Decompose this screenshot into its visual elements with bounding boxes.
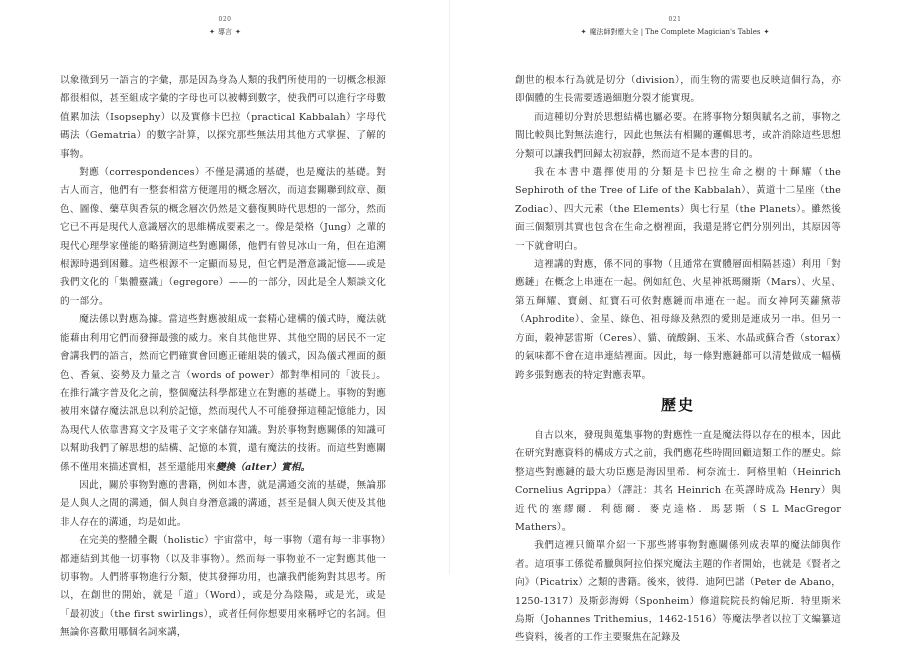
star-icon: ✦ <box>763 28 770 36</box>
right-body-text <box>515 72 841 648</box>
paragraph: 因此，關於事物對應的書籍，例如本書，就是溝通交流的基礎，無論那是人與人之間的溝通，個人與自身潛意識的溝通，甚至是個人與天使及其他非人存在的溝通，均是如此。 <box>60 479 386 528</box>
paragraph <box>60 311 386 477</box>
section-title: 歷史 <box>660 395 695 414</box>
paragraph: 在完美的整體全觀（holistic）宇宙當中，每一事物（還有每一非事物）都連結到其他一切事物（以及非事物）。然而每一事物並不一定對應其他一切事物。人們將事物進行分類，使其發揮功用，也讓我們能夠對其思考。所以，在創世的開始，就是「道」（Word），或是分為陰陽，或是光，或是「最初波」（the first swirlings），或者任何你想要用來稱呼它的名詞。但無論你喜歡用哪個名詞來講， <box>60 535 386 639</box>
left-body-text <box>60 72 386 643</box>
running-head-right: ✦ 魔法師對應大全 | The Complete Magician's Tables ✦ <box>580 28 770 36</box>
paragraph: 而這種切分對於思想結構也屬必要。在將事物分類與賦名之前，事物之間比較與比對無法進行，因此也無法有相關的邏輯思考，或許消除這些思想分類可以讓我們回歸太初寂靜，然而這不是本書的目的。 <box>515 111 841 160</box>
running-head-right-text: 魔法師對應大全 <box>589 28 639 36</box>
paragraph: 這裡講的對應，係不同的事物（且通常在實體層面相隔甚遠）利用「對應鏈」在概念上串連在一起。例如紅色、火星神祇瑪爾斯（Mars）、火星、第五輝耀、寶劍、紅寶石可依對應鏈而串連在一起。而女神阿芙蘿黛蒂（Aphrodite）、金星、綠色、祖母綠及熱烈的愛則是連成另一串。但另一方面，穀神瑟雷斯（Ceres）、貓、硫酸銅、玉米、水晶或蘇合香（storax）的氣味都不會在這串連結裡面。因此，每一條對應鏈都可以清楚做成一幅橫跨多張對應表的特定對應表單。 <box>515 259 841 381</box>
running-head-left <box>0 27 450 37</box>
running-head-right-english: The Complete Magician's Tables <box>645 28 761 36</box>
paragraph: 以象徵到另一語言的字彙，那是因為身為人類的我們所使用的一切概念根源都很相似，甚至組成字彙的字母也可以被轉到數字，使我們可以進行字母數值累加法（Isopsephy）以及實修卡巴拉（practical Kabbalah）字母代碼法（Gematria）的數字計算，以探究那些無法用其他方式掌握、了解的事物。 <box>60 75 386 160</box>
star-icon: ✦ <box>235 28 241 36</box>
page-number-left: 020 <box>218 16 232 23</box>
star-icon: ✦ <box>209 28 215 36</box>
left-header <box>0 16 450 37</box>
paragraph: 我們這裡只簡單介紹一下那些將事物對應關係列成表單的魔法師與作者。這項事工係從希臘與阿拉伯探究魔法主題的作者開始，也就是《賢者之向》（Picatrix）之類的書籍。後來，彼得．迪阿巴諾（Peter de Abano，1250-1317）及斯彭海姆（Sponheim）修道院院長約翰尼斯．特里斯米烏斯（Johannes Trithemius，1462-1516）等魔法學者以拉丁文編纂這些資料，後者的工作主要聚焦在記錄及 <box>515 540 841 644</box>
emphasis-text: 變換（alter）實相。 <box>215 461 311 473</box>
paragraph: 對應（correspondences）不僅是溝通的基礎，也是魔法的基礎。對古人而言，他們有一整套相當方便運用的概念層次，而這套關聯到紋章、顏色、圖像、藥草與香氛的概念層次仍然是文藝復興時代思想的一部分，然而它已不再是現代人意識層次的思維構成要素之一。像是榮格（Jung）之輩的現代心理學家僅能的略猜測這些對應關係，他們有曾見冰山一角，但在追溯根源時遇到困難。這些根源不一定顯而易見，但它們是潛意識記憶——或是我們文化的「集體靈識」（egregore）——的一部分，因此是全人類談文化的一部分。 <box>60 167 386 307</box>
page-number-right: 021 <box>668 16 682 23</box>
right-header <box>450 16 900 37</box>
left-page <box>0 0 450 639</box>
paragraph: 我在本書中選擇使用的分類是卡巴拉生命之樹的十輝耀（the Sephiroth of the Tree of Life of the Kabbalah）、黃道十二星座（the Zodiac）、四大元素（the Elements）與七行星（the Planets）。雖然後面三個類別其實也包含在生命之樹裡面，我還是將它們分別列出，其原因等一下就會明白。 <box>515 167 841 252</box>
paragraph: 自古以來，發現與蒐集事物的對應性一直是魔法得以存在的根本，因此在研究對應資料的構成方式之前，我們應花些時間回顧這類工作的歷史。綜整這些對應鏈的最大功臣應是海因里希．柯奈流士．阿格里帕（Heinrich Cornelius Agrippa）（譯註：其名 Heinrich 在英譯時成為 Henry）與近代的塞繆爾．利德爾．麥克逵格．馬瑟斯（S L MacGregor Mathers）。 <box>515 429 841 533</box>
paragraph-text: 魔法係以對應為據。當這些對應被組成一套精心建構的儀式時，魔法就能藉由利用它們而發揮最強的威力。來自其他世界、其他空間的居民不一定會講我們的語言，然而它們確實會回應正確組裝的儀式，因為儀式裡面的顏色、香氣、姿勢及力量之言（words of power）都對準相同的「波長」。在推行識字普及化之前，整個魔法科學都建立在對應的基礎上。事物的對應被用來儲存魔法訊息以利於記憶，然而現代人不可能發揮這種記憶能力，因為現代人依靠書寫文字及電子文字來儲存知識。對於事物對應關係的知識可以幫助我們了解思想的結構、記憶的本質，還有魔法的技術。而這些對應關係不僅用來描述實相，甚至還能用來 <box>60 314 386 473</box>
right-page <box>450 0 900 644</box>
running-head-left-text: 導言 <box>218 28 232 36</box>
star-icon: ✦ <box>580 28 587 36</box>
paragraph: 創世的根本行為就是切分（division），而生物的需要也反映這個行為，亦即個體的生長需要透過細胞分裂才能實現。 <box>515 75 841 105</box>
